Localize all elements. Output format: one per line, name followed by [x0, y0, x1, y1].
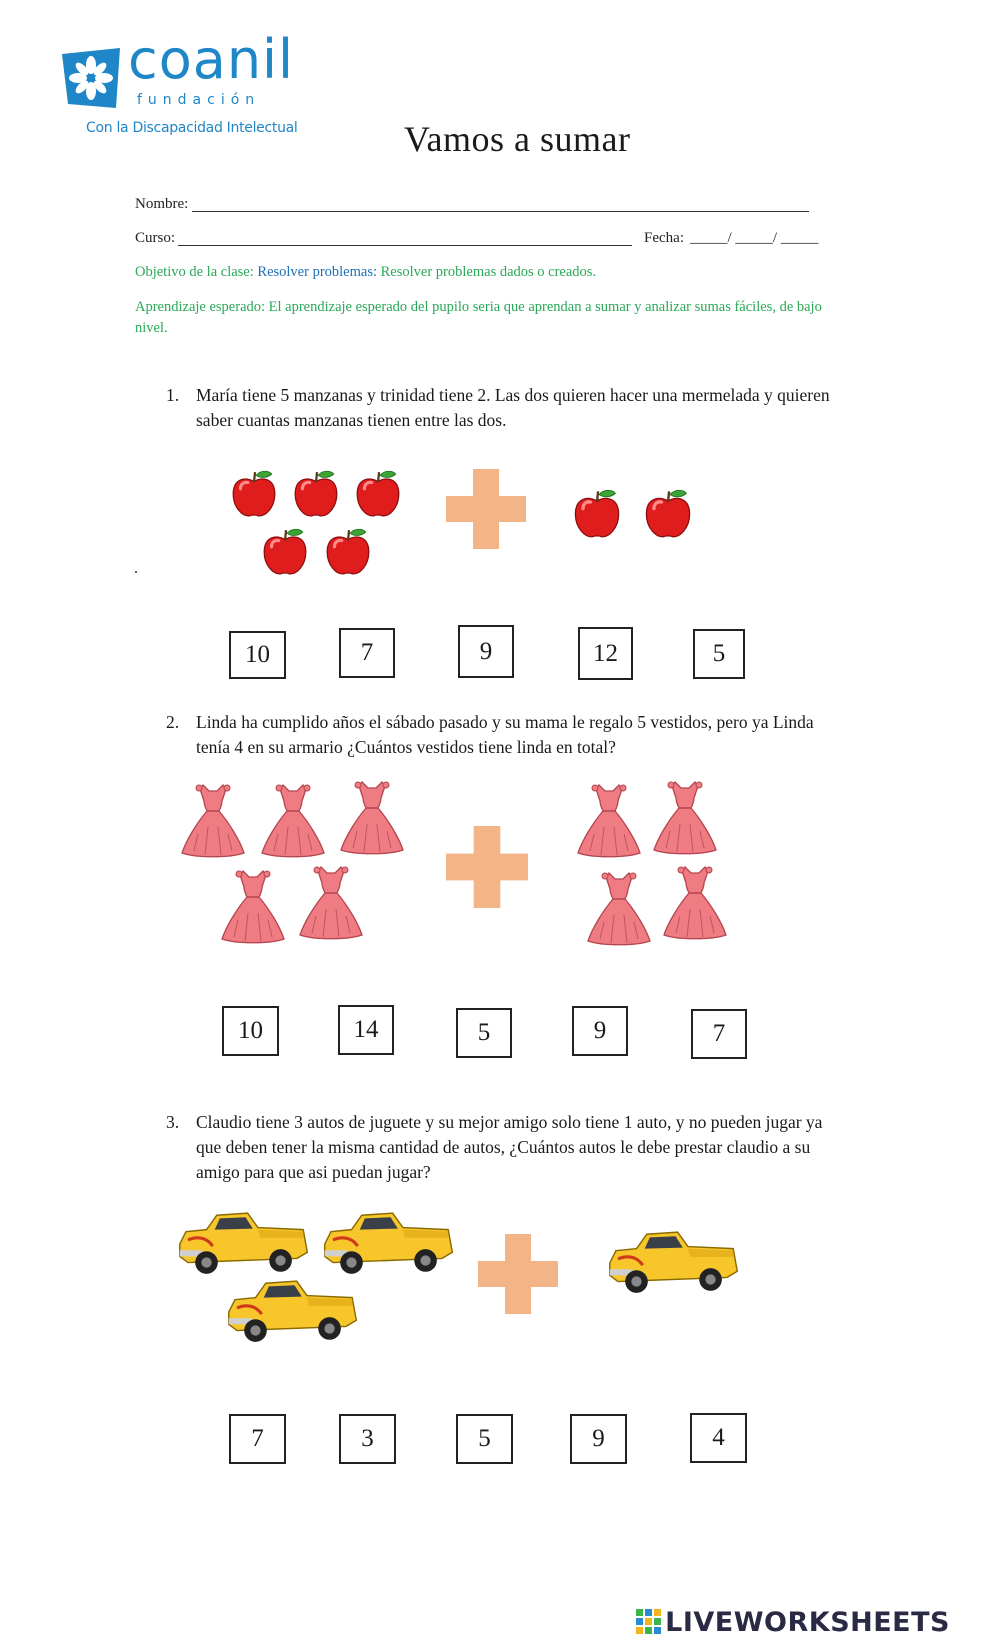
question-text: Linda ha cumplido años el sábado pasado y su mama le regalo 5 vestidos, pero ya Linda tenía 4 en su armario ¿Cuántos vestidos tiene linda en total? — [196, 712, 814, 757]
course-field[interactable] — [178, 245, 632, 246]
toy-car-icon — [605, 1226, 740, 1298]
answer-option[interactable]: 3 — [339, 1414, 396, 1464]
plus-icon — [446, 469, 526, 549]
logo-tagline: Con la Discapacidad Intelectual — [86, 120, 298, 136]
apple-icon — [322, 526, 374, 578]
question-number: 1. — [166, 385, 180, 405]
question-text: Claudio tiene 3 autos de juguete y su mejor amigo solo tiene 1 auto, y no pueden jugar ya que deben tener la misma cantidad de autos, ¿Cuántos autos le debe prestar claudio a su amigo para que asi puedan jugar? — [196, 1112, 823, 1182]
logo-subtitle: fundación — [137, 92, 261, 108]
toy-car-icon — [175, 1207, 310, 1279]
logo-brand: coanil — [128, 28, 295, 91]
answer-option[interactable]: 4 — [690, 1413, 747, 1463]
question-number: 2. — [166, 712, 180, 732]
answer-option[interactable]: 9 — [570, 1414, 627, 1464]
apple-icon — [352, 468, 404, 520]
course-label: Curso: — [135, 230, 176, 246]
name-label: Nombre: — [135, 196, 189, 212]
question-3 — [166, 1110, 846, 1186]
liveworksheets-footer — [636, 1607, 950, 1637]
dress-icon — [574, 778, 644, 860]
dress-icon — [218, 864, 288, 946]
apple-icon — [641, 487, 695, 541]
stray-dot: . — [134, 560, 138, 577]
answer-option[interactable]: 5 — [456, 1008, 512, 1058]
answer-option[interactable]: 9 — [572, 1006, 628, 1056]
dress-icon — [337, 775, 407, 857]
answer-option[interactable]: 12 — [578, 627, 633, 680]
dress-icon — [178, 778, 248, 860]
answer-option[interactable]: 9 — [458, 625, 514, 678]
answer-option[interactable]: 5 — [693, 629, 745, 679]
expected-learning: Aprendizaje esperado: El aprendizaje esperado del pupilo seria que aprendan a sumar y analizar sumas fáciles, de bajo nivel. — [135, 299, 822, 336]
dress-icon — [660, 860, 730, 942]
answer-option[interactable]: 10 — [229, 631, 286, 679]
class-objective — [135, 264, 835, 281]
toy-car-icon — [224, 1275, 359, 1347]
question-1 — [166, 383, 846, 435]
dress-icon — [258, 778, 328, 860]
dress-icon — [650, 775, 720, 857]
page-title: Vamos a sumar — [404, 119, 631, 159]
flower-logo-icon — [58, 44, 128, 114]
apple-icon — [228, 468, 280, 520]
apple-icon — [259, 526, 311, 578]
answer-option[interactable]: 7 — [339, 628, 395, 678]
objective-text: Resolver problemas dados o creados. — [380, 264, 597, 280]
date-field[interactable]: _____/ _____/ _____ — [690, 230, 819, 246]
question-text: María tiene 5 manzanas y trinidad tiene 2. Las dos quieren hacer una mermelada y quieren saber cuantas manzanas tienen entre las dos. — [196, 385, 830, 430]
dress-icon — [296, 860, 366, 942]
coanil-logo — [58, 28, 298, 150]
apple-icon — [570, 487, 624, 541]
plus-icon — [478, 1234, 558, 1314]
footer-brand: LIVEWORKSHEETS — [665, 1606, 950, 1638]
answer-option[interactable]: 14 — [338, 1005, 394, 1055]
plus-icon — [446, 826, 528, 908]
answer-option[interactable]: 7 — [691, 1009, 747, 1059]
dress-icon — [584, 866, 654, 948]
toy-car-icon — [320, 1207, 455, 1279]
objective-highlight: Resolver problemas: — [257, 264, 378, 280]
name-field[interactable] — [192, 211, 809, 212]
answer-option[interactable]: 5 — [456, 1414, 513, 1464]
liveworksheets-logo-icon — [636, 1609, 662, 1635]
date-label: Fecha: — [644, 230, 684, 246]
apple-icon — [290, 468, 342, 520]
answer-option[interactable]: 10 — [222, 1006, 279, 1056]
question-2 — [166, 710, 846, 762]
answer-option[interactable]: 7 — [229, 1414, 286, 1464]
objective-label: Objetivo de la clase: — [135, 264, 254, 280]
question-number: 3. — [166, 1112, 180, 1132]
